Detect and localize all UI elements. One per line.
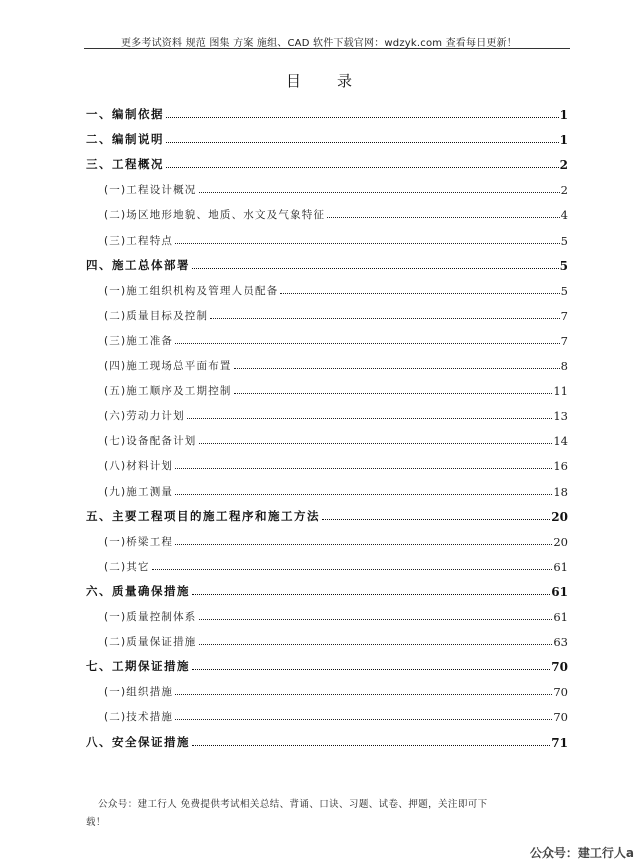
toc-subsection-entry[interactable] bbox=[104, 455, 568, 473]
toc-dot-leader bbox=[322, 518, 550, 520]
toc-dot-leader bbox=[187, 417, 553, 419]
toc-entry-label: 三、工程概况 bbox=[86, 157, 164, 171]
toc-entry-label: (二)质量保证措施 bbox=[104, 636, 197, 648]
toc-subsection-entry[interactable] bbox=[104, 330, 568, 348]
toc-entry-label: 六、质量确保措施 bbox=[86, 584, 190, 598]
toc-dot-leader bbox=[175, 493, 552, 495]
toc-subsection-entry[interactable] bbox=[104, 706, 568, 724]
toc-entry-label: 五、主要工程项目的施工程序和施工方法 bbox=[86, 509, 320, 523]
toc-entry-label: (一)施工组织机构及管理人员配备 bbox=[104, 285, 279, 297]
toc-subsection-entry[interactable] bbox=[104, 380, 568, 398]
toc-page-number: 14 bbox=[553, 434, 568, 448]
footer-note bbox=[86, 796, 562, 832]
toc-page-number: 7 bbox=[560, 309, 568, 323]
toc-page-number: 61 bbox=[553, 610, 568, 624]
toc-dot-leader bbox=[192, 593, 550, 595]
toc-dot-leader bbox=[175, 718, 552, 720]
toc-subsection-entry[interactable] bbox=[104, 606, 568, 624]
toc-subsection-entry[interactable] bbox=[104, 681, 568, 699]
toc-page-number: 61 bbox=[551, 585, 568, 599]
toc-page-number: 71 bbox=[551, 736, 568, 750]
toc-page-number: 20 bbox=[551, 510, 568, 524]
page-title: 目录 bbox=[285, 72, 388, 90]
toc-page-number: 8 bbox=[560, 359, 568, 373]
toc-entry-label: (二)场区地形地貌、地质、水文及气象特征 bbox=[104, 209, 326, 221]
toc-dot-leader bbox=[166, 141, 559, 143]
toc-section-entry[interactable] bbox=[86, 255, 568, 273]
footer-line-1: 公众号：建工行人 免费提供考试相关总结、背诵、口诀、习题、试卷、押题，关注即可下 bbox=[98, 799, 488, 810]
toc-page-number: 1 bbox=[559, 108, 568, 122]
toc-subsection-entry[interactable] bbox=[104, 179, 568, 197]
toc-subsection-entry[interactable] bbox=[104, 280, 568, 298]
toc-page-number: 4 bbox=[560, 208, 568, 222]
toc-page-number: 5 bbox=[559, 259, 568, 273]
toc-subsection-entry[interactable] bbox=[104, 556, 568, 574]
toc-entry-label: (三)施工准备 bbox=[104, 335, 174, 347]
toc-dot-leader bbox=[199, 618, 553, 620]
toc-subsection-entry[interactable] bbox=[104, 355, 568, 373]
toc-entry-label: (二)技术措施 bbox=[104, 711, 174, 723]
toc-page-number: 13 bbox=[553, 409, 568, 423]
toc-page-number: 1 bbox=[559, 133, 568, 147]
toc-subsection-entry[interactable] bbox=[104, 405, 568, 423]
toc-dot-leader bbox=[210, 317, 559, 319]
toc-page-number: 16 bbox=[553, 459, 568, 473]
toc-dot-leader bbox=[199, 442, 553, 444]
toc-entry-label: (一)质量控制体系 bbox=[104, 611, 197, 623]
toc-dot-leader bbox=[234, 392, 553, 394]
toc-page-number: 18 bbox=[553, 485, 568, 499]
toc-page-number: 63 bbox=[553, 635, 568, 649]
toc-dot-leader bbox=[199, 643, 553, 645]
toc-section-entry[interactable] bbox=[86, 581, 568, 599]
toc-entry-label: (四)施工现场总平面布置 bbox=[104, 360, 232, 372]
toc-entry-label: (一)组织措施 bbox=[104, 686, 174, 698]
toc-subsection-entry[interactable] bbox=[104, 230, 568, 248]
toc-dot-leader bbox=[175, 242, 560, 244]
toc-page-number: 61 bbox=[553, 560, 568, 574]
toc-dot-leader bbox=[199, 191, 560, 193]
footer-line-2: 载！ bbox=[86, 817, 106, 828]
toc-entry-label: (九)施工测量 bbox=[104, 486, 174, 498]
toc-subsection-entry[interactable] bbox=[104, 305, 568, 323]
toc-subsection-entry[interactable] bbox=[104, 531, 568, 549]
toc-section-entry[interactable] bbox=[86, 129, 568, 147]
toc-subsection-entry[interactable] bbox=[104, 631, 568, 649]
toc-dot-leader bbox=[175, 342, 560, 344]
toc-entry-label: 一、编制依据 bbox=[86, 107, 164, 121]
toc-entry-label: (八)材料计划 bbox=[104, 460, 174, 472]
toc-page-number: 2 bbox=[559, 158, 568, 172]
toc-page-number: 2 bbox=[560, 183, 568, 197]
toc-page-number: 70 bbox=[551, 660, 568, 674]
toc-section-entry[interactable] bbox=[86, 154, 568, 172]
watermark: 公众号：建工行人a bbox=[529, 846, 634, 860]
toc-section-entry[interactable] bbox=[86, 104, 568, 122]
toc-subsection-entry[interactable] bbox=[104, 430, 568, 448]
toc-entry-label: (一)桥梁工程 bbox=[104, 536, 174, 548]
toc-page-number: 20 bbox=[553, 535, 568, 549]
toc-section-entry[interactable] bbox=[86, 732, 568, 750]
toc-entry-label: (二)质量目标及控制 bbox=[104, 310, 209, 322]
toc-dot-leader bbox=[192, 744, 550, 746]
toc-dot-leader bbox=[327, 216, 559, 218]
toc-dot-leader bbox=[192, 267, 559, 269]
toc-dot-leader bbox=[234, 367, 560, 369]
toc-section-entry[interactable] bbox=[86, 656, 568, 674]
toc-page-number: 5 bbox=[560, 284, 568, 298]
toc-page-number: 11 bbox=[553, 384, 568, 398]
toc-dot-leader bbox=[192, 668, 550, 670]
toc-entry-label: 二、编制说明 bbox=[86, 132, 164, 146]
toc-dot-leader bbox=[166, 166, 559, 168]
toc-page-number: 70 bbox=[553, 685, 568, 699]
toc-subsection-entry[interactable] bbox=[104, 481, 568, 499]
toc-dot-leader bbox=[175, 543, 552, 545]
header-divider bbox=[84, 48, 570, 49]
toc-dot-leader bbox=[175, 467, 552, 469]
toc-dot-leader bbox=[280, 292, 559, 294]
toc-dot-leader bbox=[175, 693, 552, 695]
toc-entry-label: (七)设备配备计划 bbox=[104, 435, 197, 447]
toc-page-number: 7 bbox=[560, 334, 568, 348]
page-header: 更多考试资料 规范 图集 方案 施组、CAD 软件下载官网：wdzyk.com 查看每日更新！ bbox=[120, 38, 517, 49]
toc-dot-leader bbox=[152, 568, 553, 570]
toc-entry-label: (二)其它 bbox=[104, 561, 150, 573]
toc-entry-label: 八、安全保证措施 bbox=[86, 735, 190, 749]
toc-entry-label: (六)劳动力计划 bbox=[104, 410, 185, 422]
toc-entry-label: 四、施工总体部署 bbox=[86, 258, 190, 272]
toc-subsection-entry[interactable] bbox=[104, 204, 568, 222]
toc-page-number: 70 bbox=[553, 710, 568, 724]
toc-entry-label: 七、工期保证措施 bbox=[86, 659, 190, 673]
toc-entry-label: (五)施工顺序及工期控制 bbox=[104, 385, 232, 397]
toc-page-number: 5 bbox=[560, 234, 568, 248]
toc-section-entry[interactable] bbox=[86, 506, 568, 524]
toc-entry-label: (三)工程特点 bbox=[104, 235, 174, 247]
toc-dot-leader bbox=[166, 116, 559, 118]
toc-entry-label: (一)工程设计概况 bbox=[104, 184, 197, 196]
